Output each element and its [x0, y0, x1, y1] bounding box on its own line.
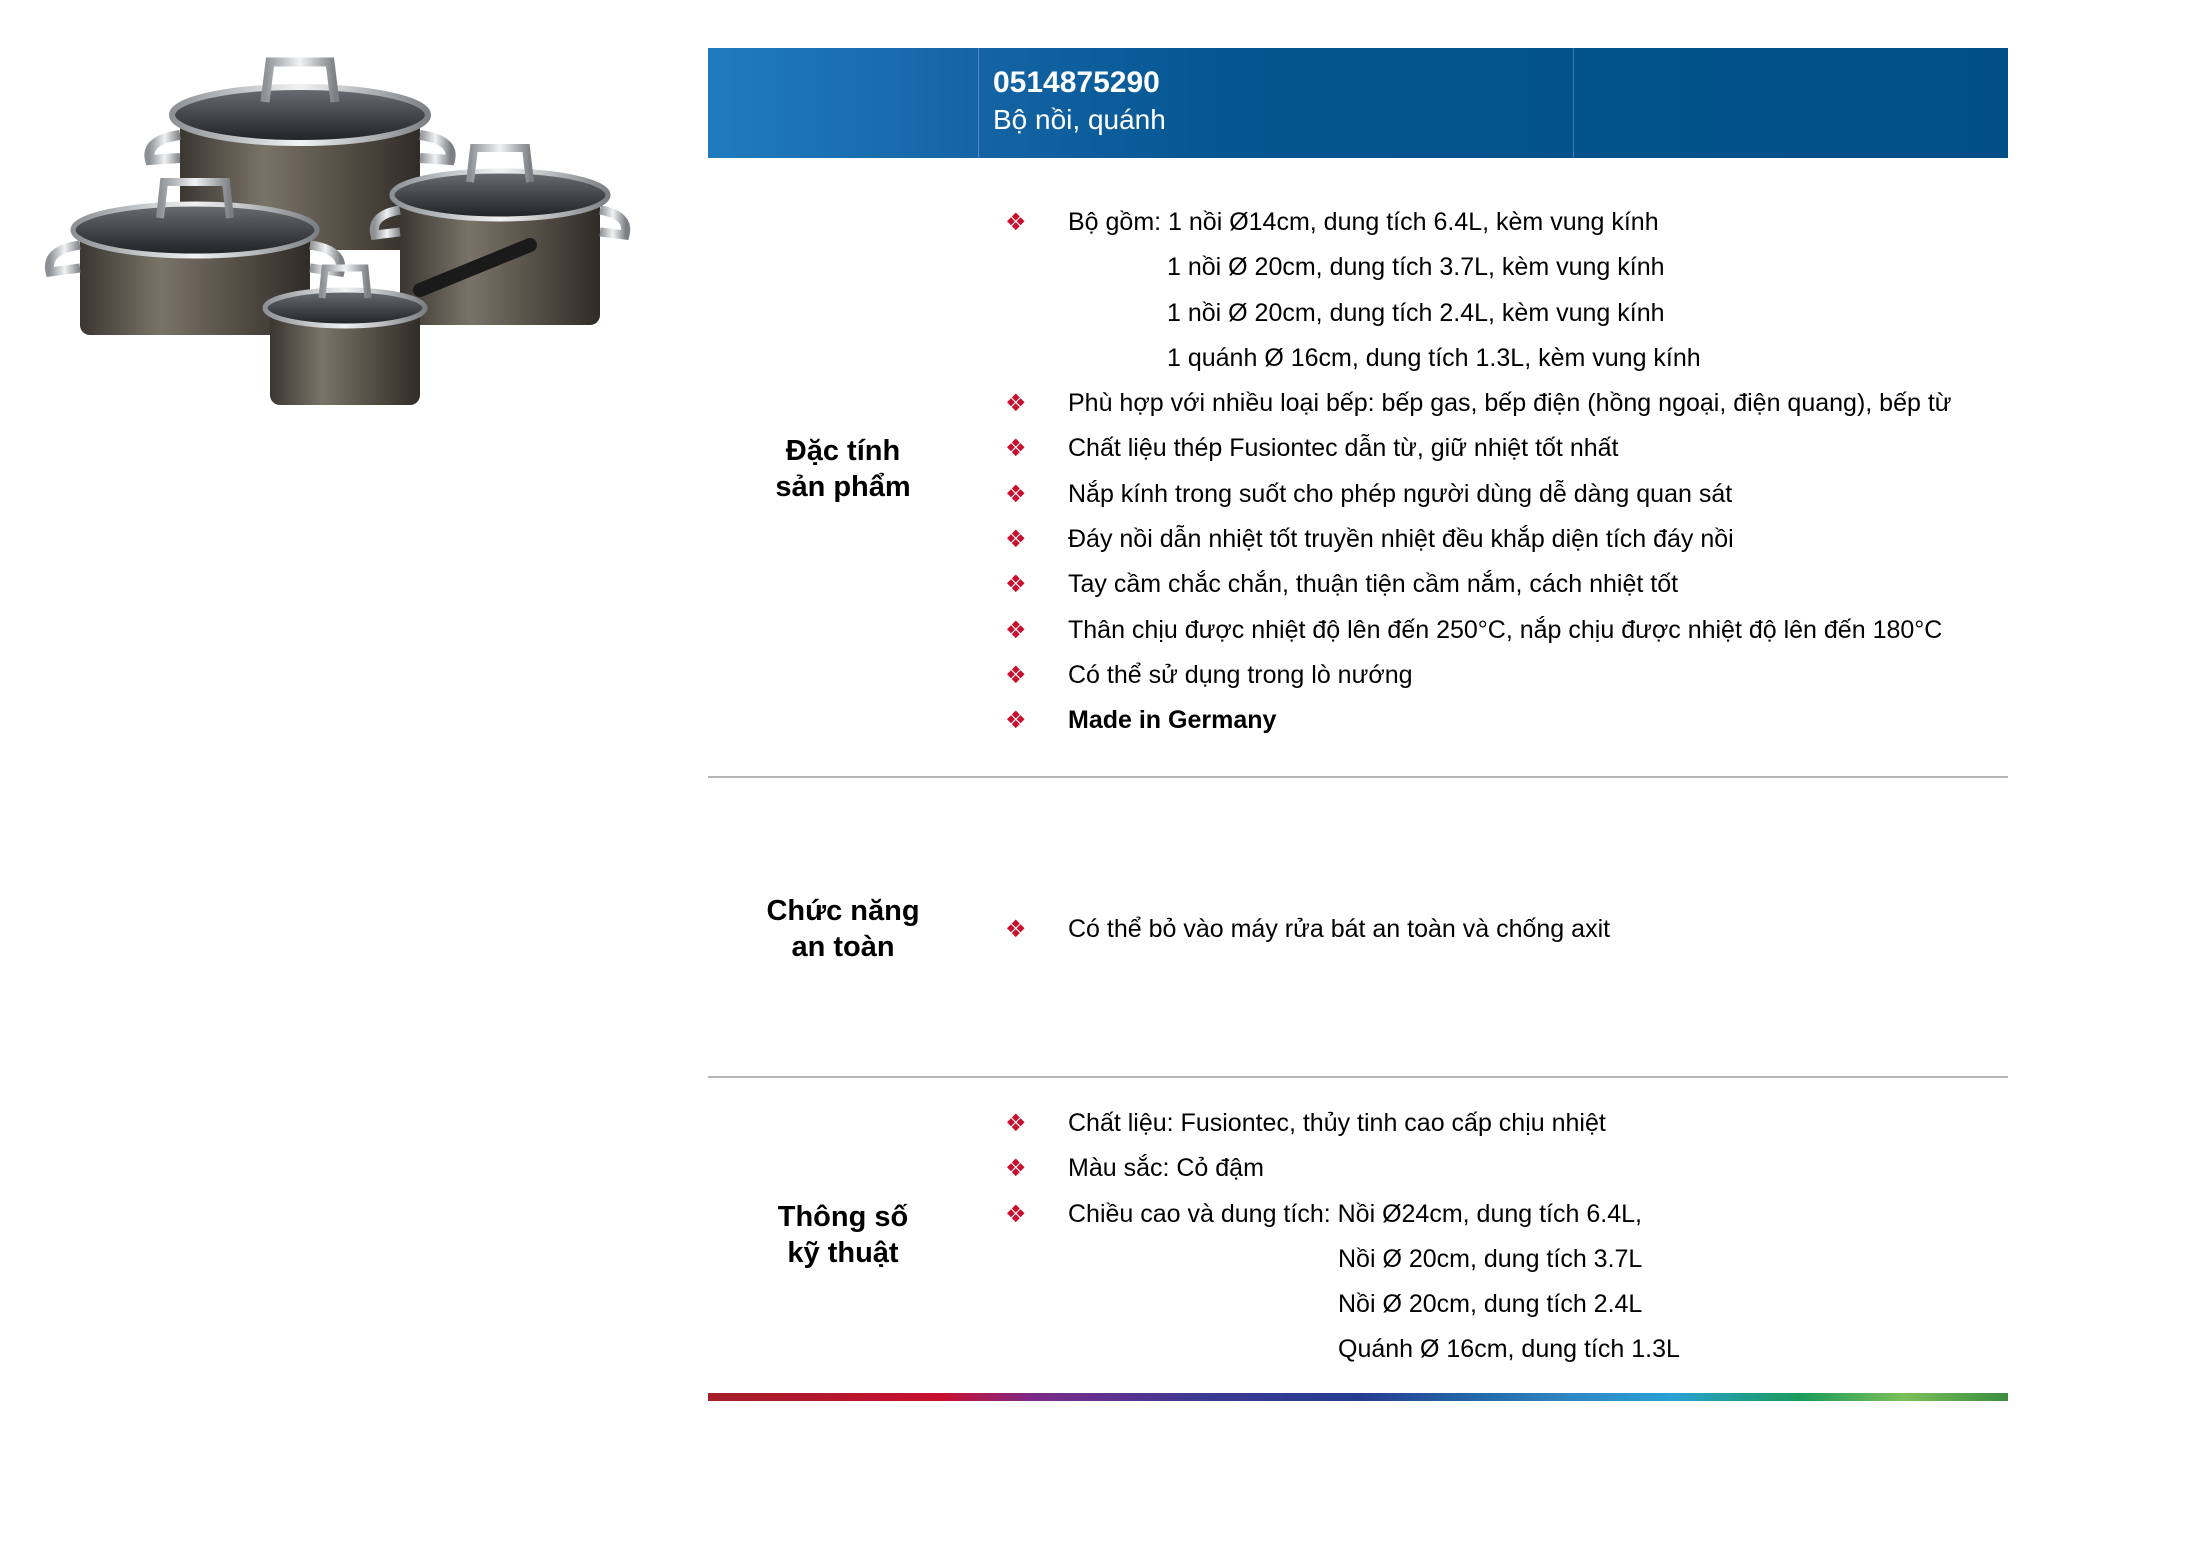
diamond-bullet-icon: ❖ [1005, 1200, 1027, 1228]
list-item-text: Nồi Ø 20cm, dung tích 3.7L [1338, 1244, 1643, 1273]
diamond-bullet-icon: ❖ [1005, 661, 1027, 689]
diamond-bullet-icon: ❖ [1005, 616, 1027, 644]
diamond-bullet-icon: ❖ [1005, 480, 1027, 508]
list-item-text: 1 quánh Ø 16cm, dung tích 1.3L, kèm vung kính [1167, 343, 1701, 372]
list-item-text: Thân chịu được nhiệt độ lên đến 250°C, nắp chịu được nhiệt độ lên đến 180°C [1068, 615, 1943, 644]
cookware-set-image [30, 40, 670, 420]
list-item-text: Nắp kính trong suốt cho phép người dùng dễ dàng quan sát [1068, 479, 1733, 508]
list-item-text: Phù hợp với nhiều loại bếp: bếp gas, bếp điện (hồng ngoại, điện quang), bếp từ [1068, 389, 1952, 418]
section-label-specs: Thông số kỹ thuật [777, 1201, 909, 1269]
header-separator [1573, 48, 1574, 158]
list-item-text: Chiều cao và dung tích: Nồi Ø24cm, dung tích 6.4L, [1068, 1199, 1642, 1228]
list-item-text: Nồi Ø 20cm, dung tích 2.4L [1338, 1290, 1643, 1319]
header-separator [978, 48, 979, 158]
section-divider [708, 1076, 2008, 1078]
list-item-text: Đáy nồi dẫn nhiệt tốt truyền nhiệt đều khắp diện tích đáy nồi [1068, 525, 1734, 554]
list-item-text: Chất liệu: Fusiontec, thủy tinh cao cấp chịu nhiệt [1068, 1109, 1606, 1137]
diamond-bullet-icon: ❖ [1005, 916, 1027, 943]
list-item-text: Có thể bỏ vào máy rửa bát an toàn và chống axit [1068, 915, 1611, 943]
diamond-bullet-icon: ❖ [1005, 390, 1027, 418]
list-item-text: 1 nồi Ø 20cm, dung tích 2.4L, kèm vung kính [1167, 298, 1665, 327]
product-name: Bộ nồi, quánh [993, 104, 1166, 135]
diamond-bullet-icon: ❖ [1005, 1110, 1027, 1137]
list-item-text: Made in Germany [1068, 706, 1277, 735]
section-divider [708, 776, 2008, 778]
diamond-bullet-icon: ❖ [1005, 209, 1027, 236]
diamond-bullet-icon: ❖ [1005, 435, 1027, 463]
diamond-bullet-icon: ❖ [1005, 1155, 1027, 1183]
section-label-safety: Chức năng an toàn [766, 895, 920, 963]
diamond-bullet-icon: ❖ [1005, 707, 1027, 735]
footer-color-bar [708, 1393, 2008, 1401]
list-item-text: Chất liệu thép Fusiontec dẫn từ, giữ nhiệt tốt nhất [1068, 434, 1619, 463]
list-item-text: Màu sắc: Cỏ đậm [1068, 1154, 1264, 1183]
list-item-text: 1 nồi Ø 20cm, dung tích 3.7L, kèm vung kính [1167, 253, 1665, 282]
list-item-text: Có thể sử dụng trong lò nướng [1068, 660, 1413, 689]
list-item-text: Tay cầm chắc chắn, thuận tiện cầm nắm, cách nhiệt tốt [1068, 570, 1679, 599]
diamond-bullet-icon: ❖ [1005, 571, 1027, 599]
product-header [708, 48, 2008, 158]
diamond-bullet-icon: ❖ [1005, 526, 1027, 554]
list-item-text: Bộ gồm: 1 nồi Ø14cm, dung tích 6.4L, kèm vung kính [1068, 208, 1659, 236]
section-label-features: Đặc tính sản phẩm [775, 435, 911, 503]
product-code: 0514875290 [993, 66, 1160, 99]
list-item-text: Quánh Ø 16cm, dung tích 1.3L [1338, 1335, 1680, 1364]
